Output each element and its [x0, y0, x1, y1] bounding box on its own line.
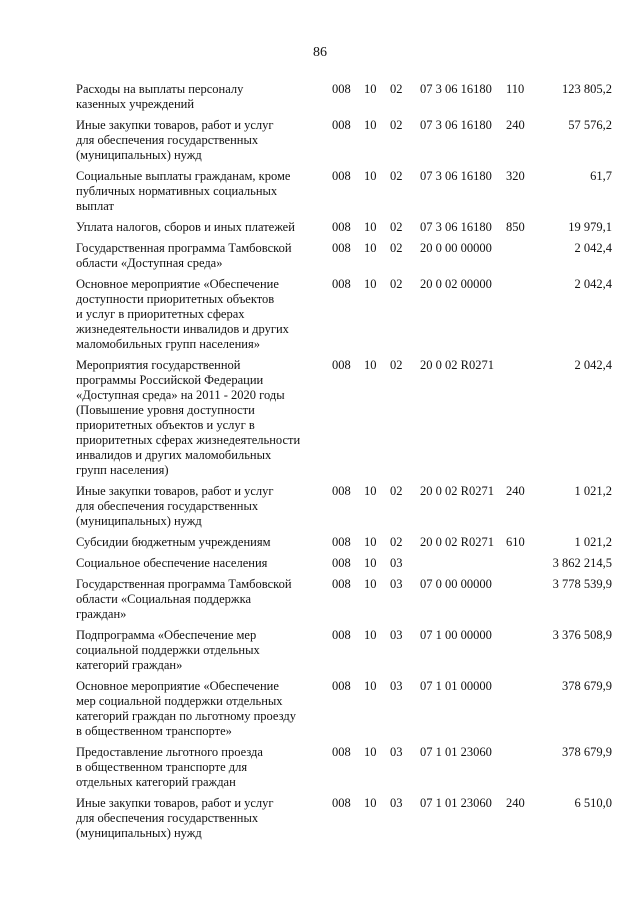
section-code — [364, 535, 390, 556]
table-row — [76, 628, 612, 679]
amount — [546, 679, 612, 745]
subsection-code-text: 03 — [390, 796, 403, 810]
target-article-code — [416, 118, 506, 169]
amount — [546, 220, 612, 241]
target-article-code — [416, 358, 506, 484]
target-article-code-text: 20 0 02 R0271 — [420, 484, 494, 498]
target-article-code — [416, 796, 506, 847]
row-name — [76, 535, 328, 556]
subsection-code-text: 02 — [390, 535, 403, 549]
amount — [546, 796, 612, 847]
expense-type-code — [506, 796, 546, 847]
subsection-code-text: 02 — [390, 358, 403, 372]
ministry-code-text: 008 — [332, 628, 351, 642]
ministry-code-text: 008 — [332, 277, 351, 291]
ministry-code-text: 008 — [332, 679, 351, 693]
target-article-code-text: 07 1 01 23060 — [420, 745, 492, 759]
row-name — [76, 358, 328, 484]
expense-type-code — [506, 484, 546, 535]
expense-type-code — [506, 358, 546, 484]
section-code-text: 10 — [364, 82, 377, 96]
amount-text: 57 576,2 — [568, 118, 612, 132]
target-article-code — [416, 169, 506, 220]
page-number: 86 — [313, 45, 327, 60]
ministry-code-text: 008 — [332, 118, 351, 132]
subsection-code-text: 03 — [390, 679, 403, 693]
subsection-code — [390, 796, 416, 847]
table-row — [76, 241, 612, 277]
row-name — [76, 745, 328, 796]
row-name-text: Расходы на выплаты персоналу казенных учреждений — [76, 82, 244, 111]
amount-text: 123 805,2 — [562, 82, 612, 96]
target-article-code-text: 07 0 00 00000 — [420, 577, 492, 591]
subsection-code — [390, 679, 416, 745]
expense-type-code — [506, 118, 546, 169]
row-name — [76, 277, 328, 358]
subsection-code — [390, 484, 416, 535]
subsection-code-text: 02 — [390, 484, 403, 498]
section-code-text: 10 — [364, 535, 377, 549]
section-code-text: 10 — [364, 577, 377, 591]
row-name — [76, 220, 328, 241]
amount — [546, 556, 612, 577]
row-name — [76, 679, 328, 745]
table-row — [76, 484, 612, 535]
ministry-code — [328, 745, 364, 796]
target-article-code — [416, 577, 506, 628]
amount-text: 61,7 — [590, 169, 612, 183]
ministry-code — [328, 82, 364, 118]
section-code-text: 10 — [364, 241, 377, 255]
row-name-text: Уплата налогов, сборов и иных платежей — [76, 220, 295, 234]
expense-type-code-text: 850 — [506, 220, 525, 234]
amount — [546, 358, 612, 484]
expense-type-code-text: 240 — [506, 118, 525, 132]
row-name — [76, 628, 328, 679]
amount-text: 3 376 508,9 — [552, 628, 612, 642]
expense-type-code-text: 110 — [506, 82, 525, 96]
section-code-text: 10 — [364, 745, 377, 759]
amount-text: 378 679,9 — [562, 679, 612, 693]
ministry-code — [328, 277, 364, 358]
row-name-text: Подпрограмма «Обеспечение мер социальной поддержки отдельных категорий граждан» — [76, 628, 260, 672]
amount — [546, 241, 612, 277]
table-row — [76, 169, 612, 220]
subsection-code-text: 02 — [390, 220, 403, 234]
section-code — [364, 577, 390, 628]
target-article-code — [416, 82, 506, 118]
expense-type-code — [506, 169, 546, 220]
subsection-code — [390, 556, 416, 577]
section-code — [364, 556, 390, 577]
amount — [546, 277, 612, 358]
section-code — [364, 169, 390, 220]
row-name-text: Иные закупки товаров, работ и услуг для обеспечения государственных (муниципальных) нужд — [76, 118, 274, 162]
amount-text: 19 979,1 — [568, 220, 612, 234]
amount — [546, 535, 612, 556]
ministry-code — [328, 577, 364, 628]
target-article-code — [416, 484, 506, 535]
target-article-code — [416, 556, 506, 577]
subsection-code — [390, 277, 416, 358]
table-row — [76, 577, 612, 628]
row-name-text: Субсидии бюджетным учреждениям — [76, 535, 271, 549]
row-name — [76, 796, 328, 847]
expense-type-code — [506, 628, 546, 679]
amount-text: 2 042,4 — [574, 241, 612, 255]
subsection-code-text: 02 — [390, 118, 403, 132]
target-article-code — [416, 745, 506, 796]
expense-type-code — [506, 556, 546, 577]
expense-type-code-text: 240 — [506, 796, 525, 810]
subsection-code — [390, 169, 416, 220]
ministry-code — [328, 679, 364, 745]
table-row — [76, 556, 612, 577]
expense-type-code — [506, 745, 546, 796]
target-article-code-text: 07 3 06 16180 — [420, 169, 492, 183]
subsection-code — [390, 241, 416, 277]
target-article-code — [416, 220, 506, 241]
section-code — [364, 745, 390, 796]
ministry-code-text: 008 — [332, 484, 351, 498]
target-article-code-text: 20 0 00 00000 — [420, 241, 492, 255]
target-article-code-text: 07 3 06 16180 — [420, 220, 492, 234]
section-code-text: 10 — [364, 358, 377, 372]
ministry-code-text: 008 — [332, 220, 351, 234]
expense-type-code — [506, 220, 546, 241]
section-code-text: 10 — [364, 679, 377, 693]
target-article-code-text: 07 1 00 00000 — [420, 628, 492, 642]
amount-text: 6 510,0 — [574, 796, 612, 810]
row-name-text: Предоставление льготного проезда в общественном транспорте для отдельных категорий граждан — [76, 745, 263, 789]
amount-text: 2 042,4 — [574, 277, 612, 291]
row-name-text: Мероприятия государственной программы Российской Федерации «Доступная среда» на 2011 - 2020 годы (Повышение уровня доступности приоритетных объектов и услуг в приоритетных сферах жизнедеятельности инвалидов и других маломобильных групп населения) — [76, 358, 301, 477]
subsection-code-text: 02 — [390, 82, 403, 96]
table-row — [76, 796, 612, 847]
target-article-code-text: 07 1 01 23060 — [420, 796, 492, 810]
target-article-code — [416, 679, 506, 745]
ministry-code — [328, 169, 364, 220]
table-row — [76, 118, 612, 169]
ministry-code-text: 008 — [332, 169, 351, 183]
target-article-code-text: 07 3 06 16180 — [420, 118, 492, 132]
subsection-code-text: 03 — [390, 577, 403, 591]
row-name-text: Основное мероприятие «Обеспечение доступности приоритетных объектов и услуг в приоритетных сферах жизнедеятельности инвалидов и других маломобильных групп населения» — [76, 277, 289, 351]
section-code — [364, 220, 390, 241]
expense-type-code — [506, 679, 546, 745]
amount-text: 2 042,4 — [574, 358, 612, 372]
table-row — [76, 82, 612, 118]
amount — [546, 82, 612, 118]
amount — [546, 628, 612, 679]
section-code — [364, 118, 390, 169]
target-article-code — [416, 535, 506, 556]
row-name-text: Иные закупки товаров, работ и услуг для обеспечения государственных (муниципальных) нужд — [76, 796, 274, 840]
ministry-code-text: 008 — [332, 745, 351, 759]
table-row — [76, 679, 612, 745]
ministry-code — [328, 628, 364, 679]
amount — [546, 169, 612, 220]
target-article-code — [416, 277, 506, 358]
table-row — [76, 745, 612, 796]
section-code — [364, 82, 390, 118]
subsection-code — [390, 577, 416, 628]
row-name — [76, 241, 328, 277]
section-code — [364, 679, 390, 745]
subsection-code — [390, 118, 416, 169]
amount-text: 1 021,2 — [574, 484, 612, 498]
subsection-code-text: 03 — [390, 556, 403, 570]
subsection-code — [390, 358, 416, 484]
target-article-code-text: 20 0 02 R0271 — [420, 535, 494, 549]
section-code-text: 10 — [364, 169, 377, 183]
section-code-text: 10 — [364, 796, 377, 810]
target-article-code-text: 07 1 01 00000 — [420, 679, 492, 693]
amount — [546, 577, 612, 628]
expense-type-code — [506, 535, 546, 556]
ministry-code — [328, 220, 364, 241]
row-name — [76, 577, 328, 628]
amount-text: 378 679,9 — [562, 745, 612, 759]
row-name — [76, 169, 328, 220]
table-row — [76, 358, 612, 484]
table-row — [76, 220, 612, 241]
budget-table-body — [76, 82, 612, 847]
table-row — [76, 277, 612, 358]
amount — [546, 118, 612, 169]
subsection-code — [390, 628, 416, 679]
table-row — [76, 535, 612, 556]
expense-type-code — [506, 577, 546, 628]
expense-type-code-text: 610 — [506, 535, 525, 549]
ministry-code — [328, 358, 364, 484]
ministry-code-text: 008 — [332, 358, 351, 372]
row-name — [76, 484, 328, 535]
section-code — [364, 796, 390, 847]
expense-type-code-text: 320 — [506, 169, 525, 183]
row-name-text: Социальные выплаты гражданам, кроме публичных нормативных социальных выплат — [76, 169, 291, 213]
section-code — [364, 241, 390, 277]
expense-type-code-text: 240 — [506, 484, 525, 498]
target-article-code — [416, 628, 506, 679]
ministry-code — [328, 556, 364, 577]
subsection-code-text: 02 — [390, 169, 403, 183]
budget-table — [76, 82, 612, 847]
section-code-text: 10 — [364, 628, 377, 642]
ministry-code-text: 008 — [332, 241, 351, 255]
amount-text: 1 021,2 — [574, 535, 612, 549]
amount — [546, 745, 612, 796]
row-name — [76, 556, 328, 577]
subsection-code-text: 02 — [390, 277, 403, 291]
expense-type-code — [506, 82, 546, 118]
target-article-code-text: 20 0 02 00000 — [420, 277, 492, 291]
target-article-code-text: 20 0 02 R0271 — [420, 358, 494, 372]
row-name — [76, 118, 328, 169]
ministry-code-text: 008 — [332, 82, 351, 96]
target-article-code-text: 07 3 06 16180 — [420, 82, 492, 96]
section-code — [364, 358, 390, 484]
ministry-code-text: 008 — [332, 535, 351, 549]
section-code-text: 10 — [364, 556, 377, 570]
section-code — [364, 484, 390, 535]
expense-type-code — [506, 241, 546, 277]
subsection-code — [390, 220, 416, 241]
ministry-code — [328, 796, 364, 847]
amount-text: 3 778 539,9 — [552, 577, 612, 591]
ministry-code-text: 008 — [332, 577, 351, 591]
subsection-code — [390, 745, 416, 796]
expense-type-code — [506, 277, 546, 358]
amount-text: 3 862 214,5 — [552, 556, 612, 570]
ministry-code — [328, 535, 364, 556]
row-name-text: Основное мероприятие «Обеспечение мер социальной поддержки отдельных категорий граждан по льготному проезду в общественном транспорте» — [76, 679, 296, 738]
ministry-code — [328, 241, 364, 277]
row-name-text: Государственная программа Тамбовской области «Социальная поддержка граждан» — [76, 577, 292, 621]
row-name-text: Государственная программа Тамбовской области «Доступная среда» — [76, 241, 292, 270]
section-code-text: 10 — [364, 277, 377, 291]
ministry-code-text: 008 — [332, 556, 351, 570]
subsection-code-text: 02 — [390, 241, 403, 255]
row-name-text: Социальное обеспечение населения — [76, 556, 268, 570]
section-code-text: 10 — [364, 118, 377, 132]
section-code-text: 10 — [364, 484, 377, 498]
subsection-code-text: 03 — [390, 628, 403, 642]
section-code — [364, 628, 390, 679]
subsection-code — [390, 535, 416, 556]
row-name-text: Иные закупки товаров, работ и услуг для обеспечения государственных (муниципальных) нужд — [76, 484, 274, 528]
amount — [546, 484, 612, 535]
section-code — [364, 277, 390, 358]
subsection-code — [390, 82, 416, 118]
section-code-text: 10 — [364, 220, 377, 234]
subsection-code-text: 03 — [390, 745, 403, 759]
ministry-code — [328, 484, 364, 535]
ministry-code-text: 008 — [332, 796, 351, 810]
row-name — [76, 82, 328, 118]
target-article-code — [416, 241, 506, 277]
ministry-code — [328, 118, 364, 169]
